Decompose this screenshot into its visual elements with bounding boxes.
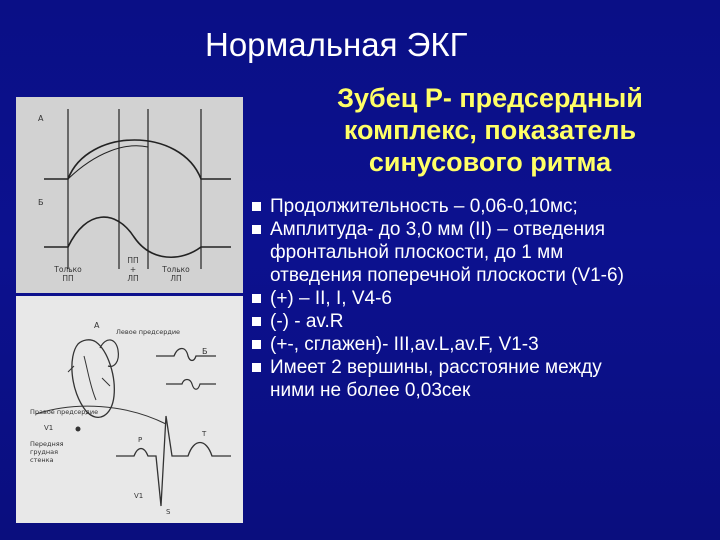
subtitle-line: комплекс, показатель xyxy=(343,115,637,145)
bullet-item xyxy=(252,333,720,356)
bullet-list xyxy=(252,195,720,402)
label-both-2: + xyxy=(129,265,137,274)
bullet-line: (+) – II, I, V4-6 xyxy=(270,288,392,309)
bullet-line: отведения поперечной плоскости (V1-6) xyxy=(270,265,624,286)
fig2-label-b: Б xyxy=(202,347,208,356)
bullet-square-icon xyxy=(252,225,261,234)
bullet-item xyxy=(252,356,720,402)
label-only-ra-2: ПП xyxy=(62,274,74,283)
label-s: S xyxy=(166,508,171,516)
label-only-ra-1: Только xyxy=(54,265,82,274)
label-both-1: ПП xyxy=(127,256,139,265)
label-only-la-1: Только xyxy=(162,265,190,274)
electrode-dot xyxy=(76,427,81,432)
label-front-wall-3: стенка xyxy=(30,456,54,464)
figure-atrial-svg xyxy=(16,97,243,293)
bullet-line: (+-, сглажен)- III,av.L,av.F, V1-3 xyxy=(270,334,539,355)
bullet-square-icon xyxy=(252,294,261,303)
slide-subtitle xyxy=(280,82,700,178)
label-p: P xyxy=(138,436,143,444)
label-front-wall-1: Передняя xyxy=(30,440,64,448)
bullet-square-icon xyxy=(252,363,261,372)
bullet-line: ними не более 0,03сек xyxy=(270,380,471,401)
bullet-item xyxy=(252,310,720,333)
bullet-line: Амплитуда- до 3,0 мм (II) – отведения xyxy=(270,219,606,240)
bullet-square-icon xyxy=(252,202,261,211)
figure-heart-ecg xyxy=(16,296,243,523)
fig-label-b: Б xyxy=(38,198,44,207)
subtitle-line: синусового ритма xyxy=(368,147,612,177)
label-right-atrium: Правое предсердие xyxy=(30,408,99,416)
slide-title: Нормальная ЭКГ xyxy=(205,26,468,63)
bullet-square-icon xyxy=(252,317,261,326)
bullet-item xyxy=(252,195,720,218)
label-both-3: ЛП xyxy=(127,274,139,283)
heart-outline xyxy=(72,340,114,418)
heart-septum xyxy=(84,356,96,400)
label-front-wall-2: грудная xyxy=(30,448,59,456)
fig-label-a: А xyxy=(38,114,44,123)
bullet-square-icon xyxy=(252,340,261,349)
p-wave-lower xyxy=(166,380,216,390)
figure-atrial-depolarization xyxy=(16,97,243,293)
label-v1: V1 xyxy=(44,424,54,432)
label-left-atrium: Левое предсердие xyxy=(116,328,181,336)
label-t: T xyxy=(202,430,207,438)
bullet-line: фронтальной плоскости, до 1 мм xyxy=(270,242,564,263)
wave-a-inner xyxy=(68,146,148,179)
label-only-la-2: ЛП xyxy=(170,274,182,283)
bullet-line: (-) - av.R xyxy=(270,311,344,332)
subtitle-line: Зубец Р- предсердный xyxy=(337,83,643,113)
label-v1-b: V1 xyxy=(134,492,144,500)
bullet-line: Имеет 2 вершины, расстояние между xyxy=(270,357,602,378)
wave-b xyxy=(44,217,231,257)
bullet-item xyxy=(252,218,720,287)
figure-heart-svg xyxy=(16,296,243,523)
fig2-label-a: А xyxy=(94,321,100,330)
bullet-item xyxy=(252,287,720,310)
bullet-line: Продолжительность – 0,06-0,10мс; xyxy=(270,196,578,217)
